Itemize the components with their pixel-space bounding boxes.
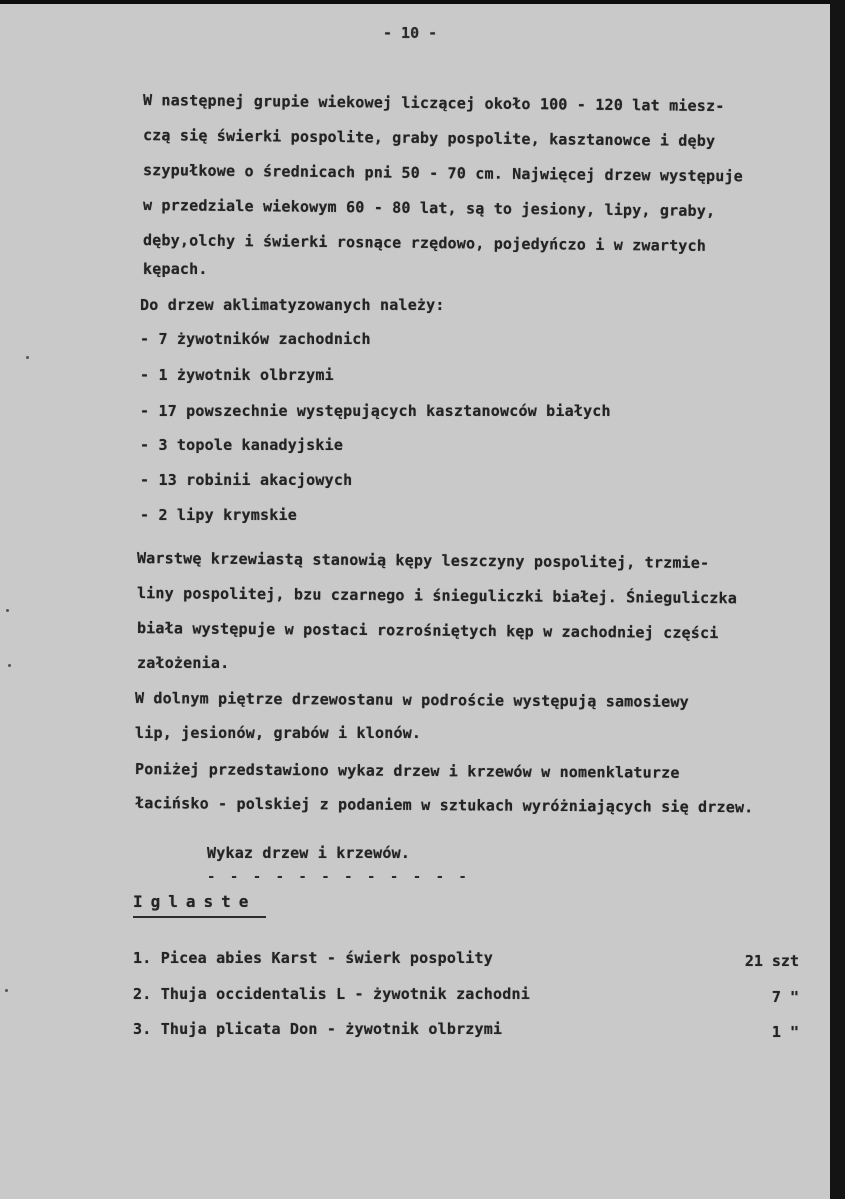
scan-speck — [8, 664, 11, 667]
acclimatized-heading: Do drzew aklimatyzowanych należy: — [140, 296, 445, 314]
list-item: - 7 żywotników zachodnich — [140, 330, 371, 348]
scan-dark-edge — [830, 0, 845, 1199]
paragraph-line: lip, jesionów, grabów i klonów. — [135, 724, 422, 742]
paragraph-line: dęby,olchy i świerki rosnące rzędowo, pojedyńczo i w zwartych — [142, 231, 707, 255]
paragraph-line: szypułkowe o średnicach pni 50 - 70 cm. Najwięcej drzew występuje — [142, 161, 744, 186]
section-heading-underline — [133, 916, 266, 918]
list-item: - 3 topole kanadyjskie — [140, 436, 344, 454]
list-title: Wykaz drzew i krzewów. — [207, 844, 411, 862]
scan-speck — [5, 989, 8, 992]
species-name: 3. Thuja plicata Don - żywotnik olbrzymi — [133, 1020, 503, 1038]
page-number: - 10 - — [383, 24, 438, 42]
list-item: - 17 powszechnie występujących kasztanowców białych — [140, 402, 611, 420]
document-page — [0, 4, 830, 1199]
paragraph-line: W dolnym piętrze drzewostanu w podroście występują samosiewy — [134, 689, 689, 711]
species-quantity: 21 szt — [744, 952, 799, 970]
paragraph-line: w przedziale wiekowym 60 - 80 lat, są to jesiony, lipy, graby, — [142, 196, 716, 220]
scan-speck — [6, 609, 9, 612]
paragraph-line: Warstwę krzewiastą stanowią kępy leszczyny pospolitej, trzmie- — [136, 549, 710, 572]
species-name: 2. Thuja occidentalis L - żywotnik zachodni — [133, 985, 530, 1003]
paragraph-line: łacińsko - polskiej z podaniem w sztukach wyróżniających się drzew. — [134, 794, 754, 817]
list-item: - 13 robinii akacjowych — [140, 471, 353, 489]
list-item: - 1 żywotnik olbrzymi — [140, 366, 334, 384]
species-quantity: 7 " — [771, 988, 799, 1006]
paragraph-line: kępach. — [143, 260, 208, 278]
scan-speck — [26, 356, 29, 359]
paragraph-line: W następnej grupie wiekowej liczącej około 100 - 120 lat miesz- — [142, 91, 725, 116]
section-heading: Iglaste — [133, 892, 257, 911]
paragraph-line: czą się świerki pospolite, graby pospolite, kasztanowce i dęby — [142, 126, 716, 150]
paragraph-line: Poniżej przedstawiono wykaz drzew i krzewów w nomenklaturze — [134, 760, 680, 782]
paragraph-line: liny pospolitej, bzu czarnego i śnieguliczki białej. Śnieguliczka — [136, 584, 738, 608]
species-quantity: 1 " — [771, 1023, 799, 1041]
paragraph-line: założenia. — [137, 654, 230, 672]
list-item: - 2 lipy krymskie — [140, 506, 297, 524]
species-name: 1. Picea abies Karst - świerk pospolity — [133, 949, 493, 967]
list-title-underline: - - - - - - - - - - - - — [207, 869, 470, 885]
paragraph-line: biała występuje w postaci rozrośniętych kęp w zachodniej części — [136, 619, 719, 643]
